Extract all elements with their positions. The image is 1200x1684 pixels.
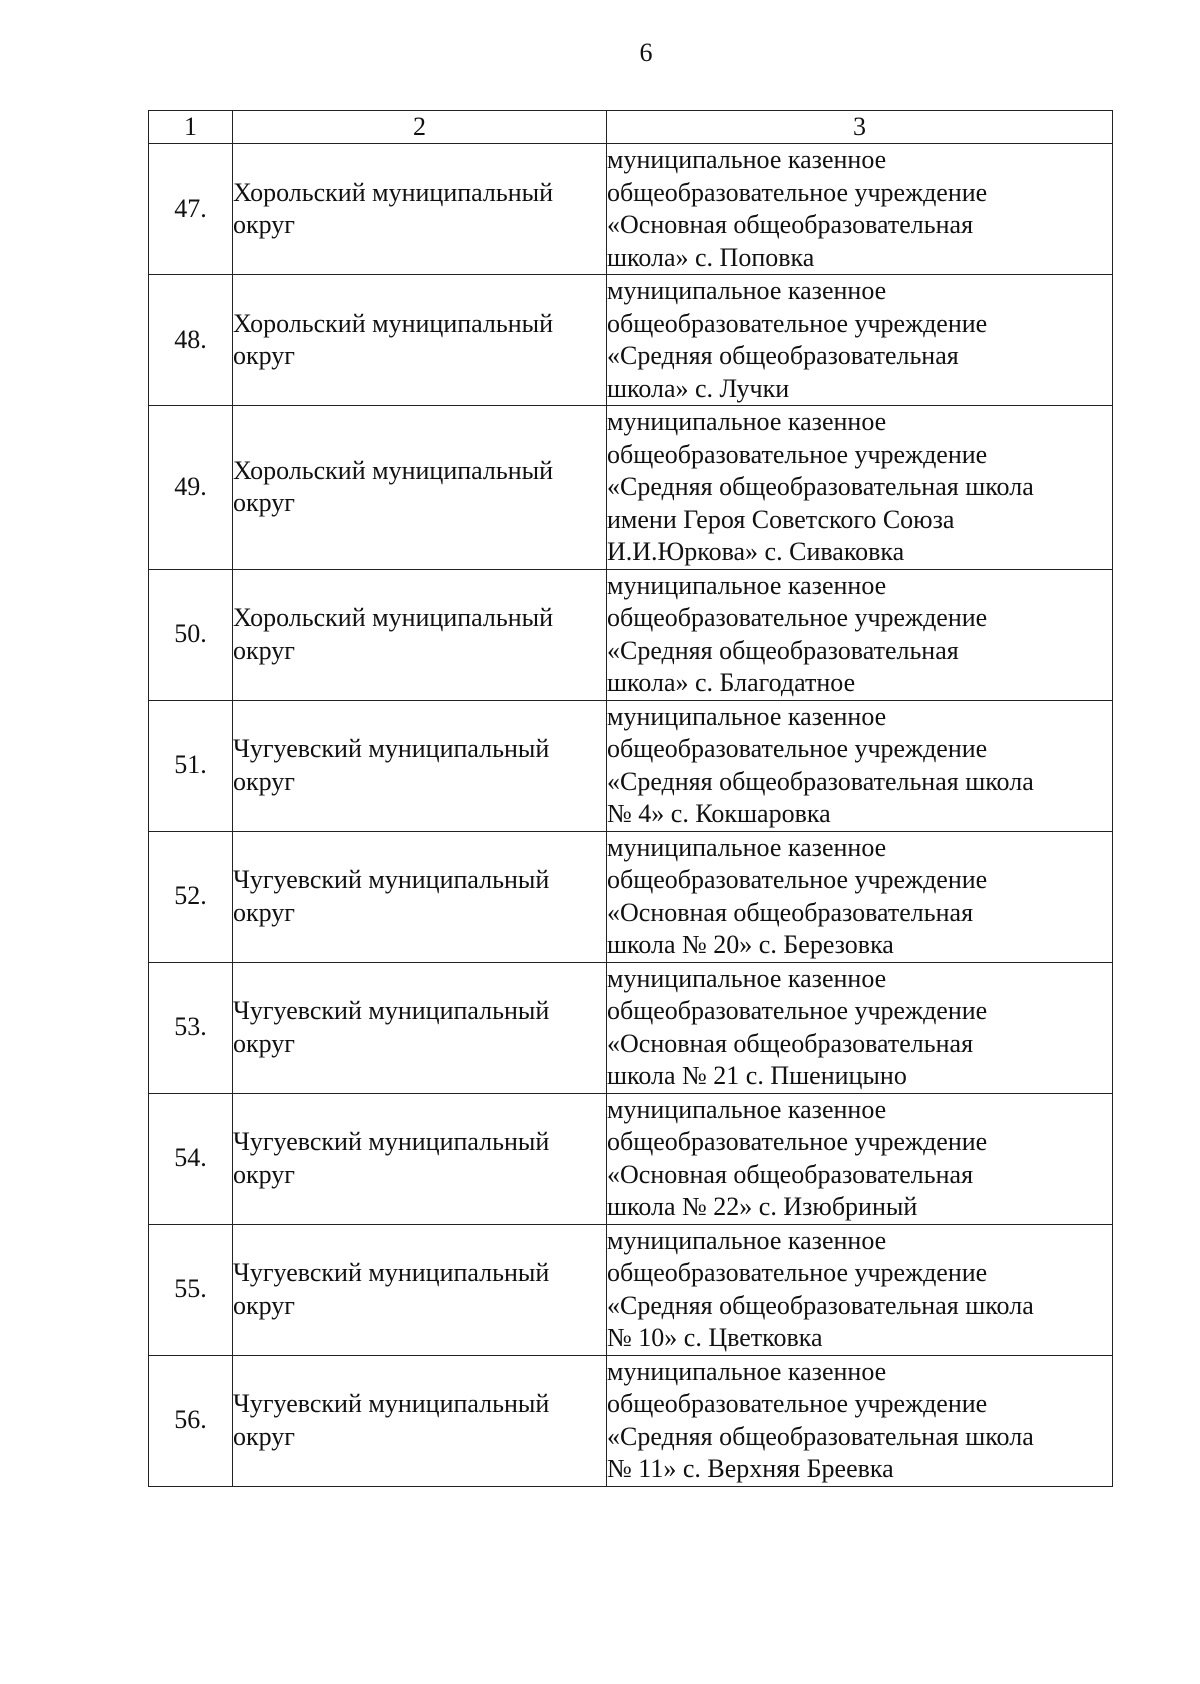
- school-name-line: «Средняя общеобразовательная школа: [607, 472, 1034, 501]
- school-name-line: муниципальное казенное: [607, 570, 887, 600]
- schools-table: [148, 110, 1113, 1487]
- school-name-line: школа» с. Поповка: [607, 242, 815, 272]
- school-name-line: муниципальное казенное: [607, 145, 887, 174]
- school-name-line: «Основная общеобразовательная: [607, 897, 974, 927]
- school-name-line: общеобразовательное учреждение: [607, 308, 988, 338]
- page-number: 6: [639, 38, 653, 67]
- table-row: [149, 831, 1113, 962]
- school-name-line: «Средняя общеобразовательная школа: [607, 1421, 1034, 1451]
- table-body: [149, 144, 1113, 1487]
- school-name-line: общеобразовательное учреждение: [607, 1258, 988, 1287]
- row-number: 55.: [149, 1224, 233, 1355]
- school-name-line: «Основная общеобразовательная: [607, 210, 974, 239]
- school-name: [607, 569, 1113, 700]
- school-name-line: общеобразовательное учреждение: [607, 734, 988, 763]
- row-number: 51.: [149, 700, 233, 831]
- school-name-line: общеобразовательное учреждение: [607, 603, 988, 632]
- district-name: Хорольский муниципальный округ: [233, 406, 607, 570]
- school-name-line: № 11» с. Верхняя Бреевка: [607, 1454, 894, 1483]
- district-name: Хорольский муниципальный округ: [233, 275, 607, 406]
- school-name-line: И.И.Юркова» с. Сиваковка: [607, 537, 905, 566]
- district-name: Чугуевский муниципальный округ: [233, 1093, 607, 1224]
- school-name-line: «Средняя общеобразовательная: [607, 341, 959, 370]
- district-name: Чугуевский муниципальный округ: [233, 831, 607, 962]
- table-header: [149, 111, 1113, 144]
- table-row: [149, 569, 1113, 700]
- school-name-line: «Средняя общеобразовательная школа: [607, 1290, 1034, 1320]
- school-name-line: «Средняя общеобразовательная школа: [607, 766, 1034, 796]
- school-name: [607, 1224, 1113, 1355]
- table-row: [149, 1093, 1113, 1224]
- table-row: [149, 700, 1113, 831]
- column-header-number: 1: [149, 111, 233, 144]
- school-name-line: общеобразовательное учреждение: [607, 1127, 988, 1156]
- school-name-line: школа № 21 с. Пшеницыно: [607, 1061, 907, 1090]
- row-number: 53.: [149, 962, 233, 1093]
- school-name-line: муниципальное казенное: [607, 963, 887, 993]
- school-name: [607, 1093, 1113, 1224]
- district-name: Чугуевский муниципальный округ: [233, 1355, 607, 1486]
- table-row: [149, 1224, 1113, 1355]
- district-name: Чугуевский муниципальный округ: [233, 1224, 607, 1355]
- row-number: 49.: [149, 406, 233, 570]
- row-number: 48.: [149, 275, 233, 406]
- district-name: Чугуевский муниципальный округ: [233, 700, 607, 831]
- school-name-line: муниципальное казенное: [607, 1094, 887, 1124]
- school-name-line: общеобразовательное учреждение: [607, 177, 988, 207]
- school-name: [607, 831, 1113, 962]
- table-row: [149, 1355, 1113, 1486]
- school-name-line: общеобразовательное учреждение: [607, 996, 988, 1025]
- school-name: [607, 700, 1113, 831]
- row-number: 50.: [149, 569, 233, 700]
- school-name-line: муниципальное казенное: [607, 832, 887, 862]
- school-name-line: муниципальное казенное: [607, 276, 887, 305]
- school-name: [607, 275, 1113, 406]
- school-name-line: муниципальное казенное: [607, 1225, 887, 1255]
- table-row: [149, 275, 1113, 406]
- row-number: 47.: [149, 144, 233, 275]
- school-name-line: «Средняя общеобразовательная: [607, 635, 959, 665]
- table-row: [149, 144, 1113, 275]
- header-row: [149, 111, 1113, 144]
- school-name-line: школа № 20» с. Березовка: [607, 930, 894, 959]
- school-name-line: школа» с. Благодатное: [607, 668, 856, 697]
- district-name: Хорольский муниципальный округ: [233, 144, 607, 275]
- row-number: 54.: [149, 1093, 233, 1224]
- row-number: 56.: [149, 1355, 233, 1486]
- school-name-line: общеобразовательное учреждение: [607, 1389, 988, 1418]
- school-name-line: школа» с. Лучки: [607, 373, 790, 403]
- school-name: [607, 144, 1113, 275]
- school-name: [607, 406, 1113, 570]
- school-name-line: имени Героя Советского Союза: [607, 504, 955, 534]
- school-name-line: № 10» с. Цветковка: [607, 1323, 823, 1352]
- school-name-line: общеобразовательное учреждение: [607, 865, 988, 894]
- table-row: [149, 962, 1113, 1093]
- district-name: Чугуевский муниципальный округ: [233, 962, 607, 1093]
- school-name-line: муниципальное казенное: [607, 407, 887, 436]
- row-number: 52.: [149, 831, 233, 962]
- school-name-line: «Основная общеобразовательная: [607, 1028, 974, 1058]
- district-name: Хорольский муниципальный округ: [233, 569, 607, 700]
- school-name-line: «Основная общеобразовательная: [607, 1159, 974, 1189]
- school-name-line: общеобразовательное учреждение: [607, 439, 988, 469]
- school-name-line: школа № 22» с. Изюбриный: [607, 1192, 918, 1221]
- table-row: [149, 406, 1113, 570]
- school-name-line: № 4» с. Кокшаровка: [607, 799, 831, 828]
- column-header-district: 2: [233, 111, 607, 144]
- school-name: [607, 962, 1113, 1093]
- school-name: [607, 1355, 1113, 1486]
- school-name-line: муниципальное казенное: [607, 701, 887, 731]
- school-name-line: муниципальное казенное: [607, 1356, 887, 1386]
- column-header-school: 3: [607, 111, 1113, 144]
